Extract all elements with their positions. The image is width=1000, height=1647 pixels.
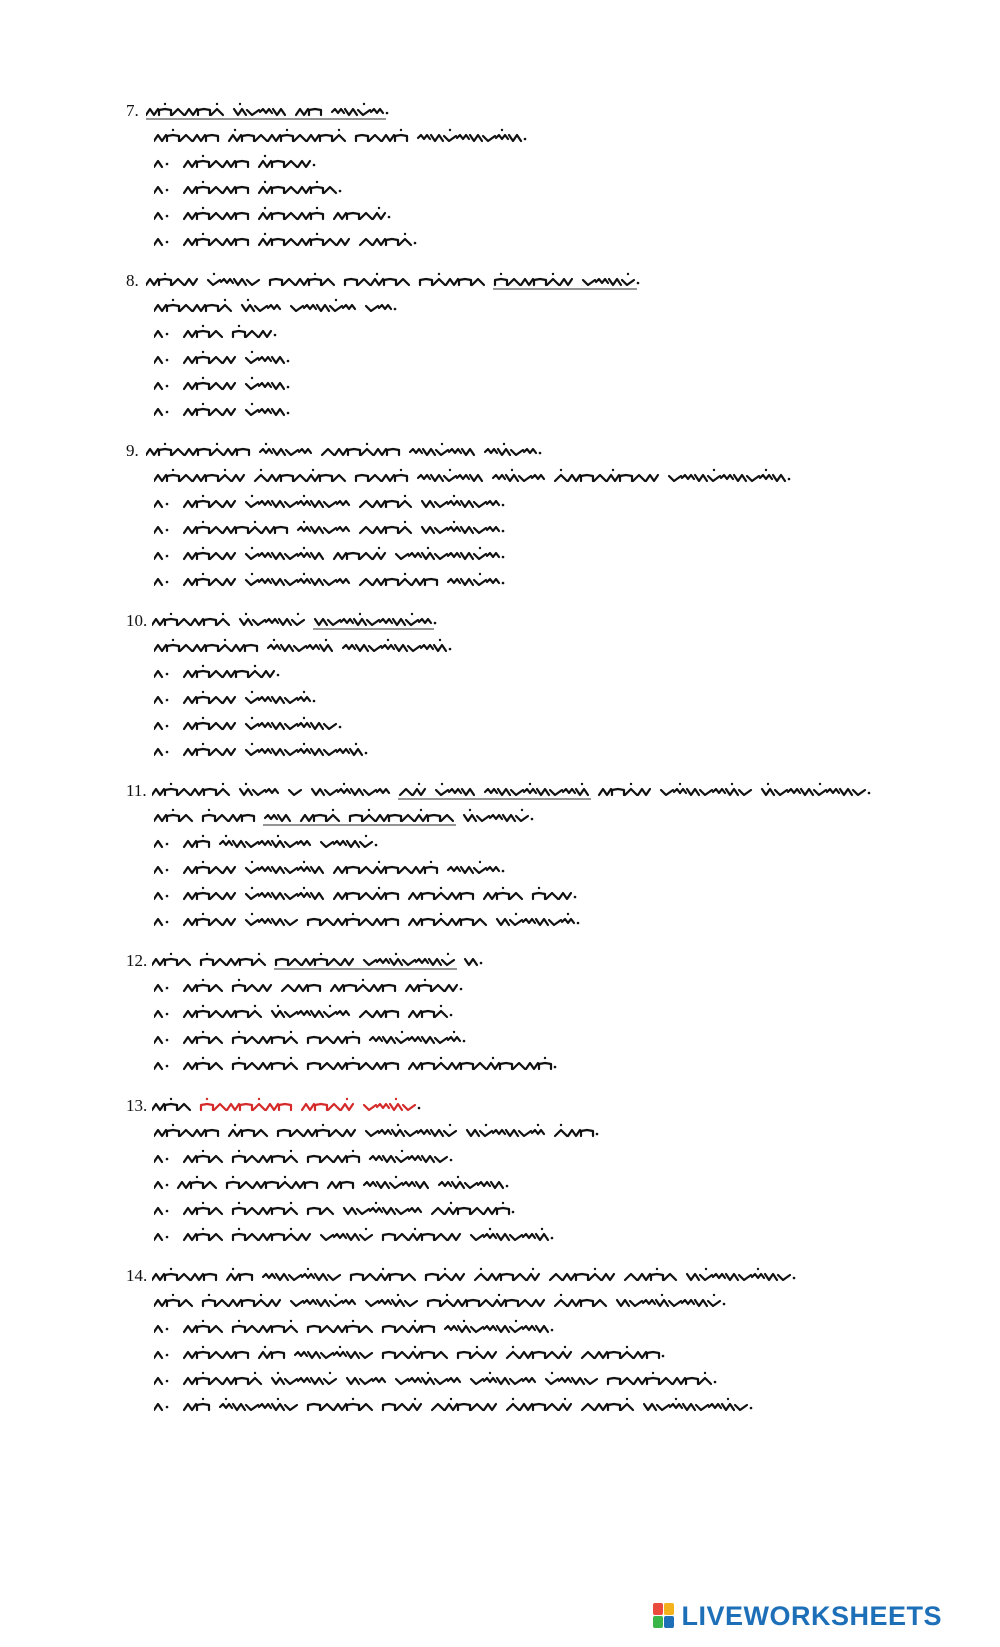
answer-option[interactable] (126, 1145, 926, 1171)
answer-option[interactable] (126, 1000, 926, 1026)
answer-option[interactable] (126, 228, 926, 254)
script-text (154, 660, 293, 686)
script-text (154, 856, 518, 882)
answer-option[interactable] (126, 1223, 926, 1249)
script-text (154, 1315, 567, 1341)
answer-option[interactable] (126, 1367, 926, 1393)
answer-option[interactable] (126, 974, 926, 1000)
script-text (154, 712, 355, 738)
brand-name: LIVEWORKSHEETS (681, 1600, 942, 1631)
script-text (154, 1145, 466, 1171)
question-number: 10. (126, 611, 148, 630)
answer-option[interactable] (126, 738, 926, 764)
answer-option[interactable] (126, 908, 926, 934)
script-text (154, 908, 593, 934)
question-stem (126, 1263, 926, 1289)
question-stem (126, 608, 926, 634)
answer-option[interactable] (126, 320, 926, 346)
answer-option[interactable] (126, 176, 926, 202)
script-text (154, 464, 804, 490)
question-prompt (126, 294, 926, 320)
question-10 (126, 608, 926, 764)
script-text (154, 176, 355, 202)
question-13 (126, 1093, 926, 1249)
answer-option[interactable] (126, 856, 926, 882)
question-stem (126, 98, 926, 124)
question-8 (126, 268, 926, 424)
script-text (154, 804, 547, 830)
script-text (154, 228, 430, 254)
answer-option[interactable] (126, 1171, 926, 1197)
script-text (154, 202, 404, 228)
script-text (154, 830, 391, 856)
question-9 (126, 438, 926, 594)
script-text (154, 294, 410, 320)
answer-option[interactable] (126, 712, 926, 738)
script-text (154, 882, 590, 908)
question-number: 11. (126, 781, 147, 800)
question-number: 12. (126, 951, 148, 970)
liveworksheets-logo (653, 1599, 942, 1633)
script-text (154, 974, 476, 1000)
question-stem (126, 778, 926, 804)
answer-option[interactable] (126, 660, 926, 686)
script-text (154, 568, 518, 594)
script-text (154, 490, 518, 516)
answer-option[interactable] (126, 542, 926, 568)
script-text (154, 1367, 730, 1393)
answer-option[interactable] (126, 516, 926, 542)
script-text (154, 634, 465, 660)
liveworksheets-icon (653, 1603, 675, 1629)
question-prompt (126, 804, 926, 830)
script-text (154, 124, 540, 150)
script-text (152, 948, 496, 974)
script-text (154, 1341, 678, 1367)
question-stem (126, 948, 926, 974)
question-number: 7. (126, 101, 139, 120)
answer-option[interactable] (126, 830, 926, 856)
question-stem (126, 1093, 926, 1119)
script-text (152, 608, 450, 634)
question-stem (126, 268, 926, 294)
answer-option[interactable] (126, 1026, 926, 1052)
answer-option[interactable] (126, 150, 926, 176)
script-text (154, 346, 303, 372)
script-text (154, 1223, 567, 1249)
question-7 (126, 98, 926, 254)
script-text (154, 1393, 766, 1419)
answer-option[interactable] (126, 568, 926, 594)
question-prompt (126, 1119, 926, 1145)
question-14 (126, 1263, 926, 1419)
script-text (154, 1171, 522, 1197)
answer-option[interactable] (126, 686, 926, 712)
question-number: 8. (126, 271, 139, 290)
answer-option[interactable] (126, 1341, 926, 1367)
script-text (146, 438, 555, 464)
question-number: 9. (126, 441, 139, 460)
question-prompt (126, 124, 926, 150)
script-text (154, 1197, 528, 1223)
answer-option[interactable] (126, 1315, 926, 1341)
script-text (154, 738, 381, 764)
script-text (154, 686, 329, 712)
answer-option[interactable] (126, 398, 926, 424)
script-text (154, 1000, 466, 1026)
question-12 (126, 948, 926, 1078)
script-text (154, 542, 518, 568)
script-text (154, 320, 290, 346)
answer-option[interactable] (126, 1197, 926, 1223)
question-number: 14. (126, 1266, 148, 1285)
answer-option[interactable] (126, 1052, 926, 1078)
script-text (154, 1052, 570, 1078)
question-number: 13. (126, 1096, 148, 1115)
question-prompt (126, 464, 926, 490)
answer-option[interactable] (126, 372, 926, 398)
question-11 (126, 778, 926, 934)
script-text (146, 268, 653, 294)
script-text (152, 1093, 434, 1119)
answer-option[interactable] (126, 490, 926, 516)
script-text (154, 1289, 739, 1315)
script-text (154, 1026, 479, 1052)
question-prompt (126, 634, 926, 660)
script-text (154, 1119, 612, 1145)
script-text (154, 150, 329, 176)
answer-option[interactable] (126, 1393, 926, 1419)
answer-option[interactable] (126, 346, 926, 372)
script-text (154, 516, 518, 542)
answer-option[interactable] (126, 882, 926, 908)
script-text (154, 372, 303, 398)
question-prompt (126, 1289, 926, 1315)
answer-option[interactable] (126, 202, 926, 228)
script-text (152, 778, 884, 804)
script-text (152, 1263, 809, 1289)
question-stem (126, 438, 926, 464)
script-text (146, 98, 402, 124)
script-text (154, 398, 303, 424)
